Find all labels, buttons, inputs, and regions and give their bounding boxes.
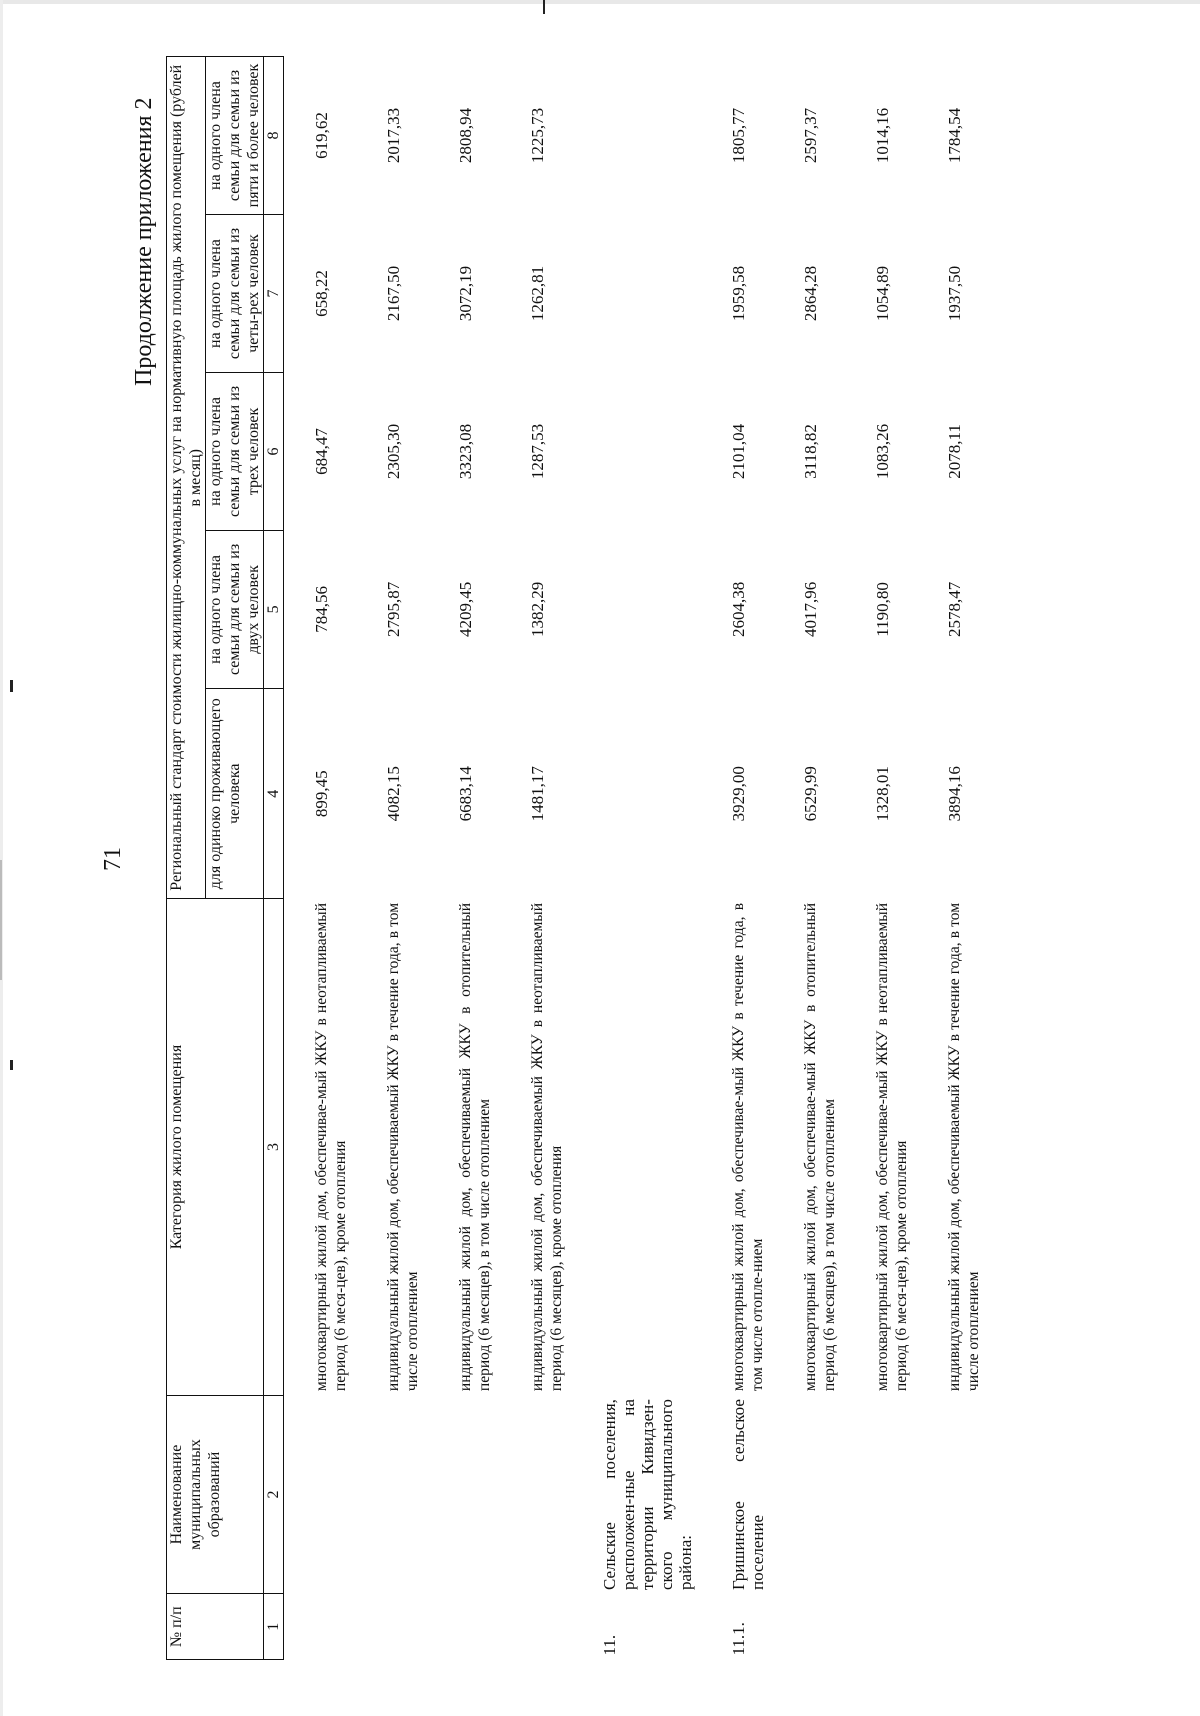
value-five-plus: 619,62 xyxy=(312,112,331,159)
row-number: 11.1. xyxy=(729,1622,748,1656)
value-single: 6683,14 xyxy=(456,766,475,822)
row-category: многоквартирный жилой дом, обеспечивае-мый ЖКУ в неотапливаемый период (6 меся-цев), кроме отопления xyxy=(874,902,910,1392)
table-row xyxy=(945,57,1017,1660)
table-row xyxy=(528,57,600,1660)
value-three: 3323,08 xyxy=(456,423,475,480)
column-number: 6 xyxy=(264,372,284,530)
table-row xyxy=(873,57,945,1660)
row-number: 11. xyxy=(600,1634,619,1656)
value-two: 2578,47 xyxy=(945,581,964,638)
row-municipality xyxy=(873,1395,945,1594)
value-four: 1937,50 xyxy=(945,265,964,322)
value-three: 2101,04 xyxy=(729,423,748,480)
table-row xyxy=(801,57,873,1660)
value-four: 1262,81 xyxy=(528,265,547,322)
value-three: 1287,53 xyxy=(528,423,547,480)
value-single: 1328,01 xyxy=(873,766,892,822)
continuation-title: Продолжение приложения 2 xyxy=(131,97,157,386)
row-municipality xyxy=(528,1395,600,1594)
value-single: 4082,15 xyxy=(384,766,403,822)
value-two: 1382,29 xyxy=(528,581,547,638)
row-number xyxy=(801,1594,873,1660)
value-two: 2604,38 xyxy=(729,581,748,638)
column-number: 1 xyxy=(264,1594,284,1660)
row-municipality xyxy=(384,1395,456,1594)
value-single xyxy=(600,688,729,899)
value-single: 6529,99 xyxy=(801,766,820,822)
column-number: 3 xyxy=(264,899,284,1395)
row-municipality: Сельские поселения, расположен-ные на территории Кивидзен-ского муниципального района: xyxy=(600,1399,695,1590)
row-category: индивидуальный жилой дом, обеспечиваемый ЖКУ в отопительный период (6 месяцев), в том числе отоплением xyxy=(457,902,493,1392)
column-number: 8 xyxy=(264,57,284,215)
value-five-plus: 1014,16 xyxy=(873,107,892,164)
value-four: 3072,19 xyxy=(456,265,475,322)
table-row xyxy=(729,57,801,1660)
value-four: 2167,50 xyxy=(384,265,403,322)
value-single: 3929,00 xyxy=(729,766,748,822)
value-three: 3118,82 xyxy=(801,424,820,479)
value-five-plus: 1225,73 xyxy=(528,107,547,164)
value-five-plus: 1784,54 xyxy=(945,107,964,164)
value-single: 899,45 xyxy=(312,770,331,818)
value-four: 1054,89 xyxy=(873,265,892,322)
value-single: 1481,17 xyxy=(528,766,547,822)
value-two xyxy=(600,530,729,688)
row-category: индивидуальный жилой дом, обеспечиваемый ЖКУ в неотапливаемый период (6 месяцев), кроме отопления xyxy=(529,902,565,1392)
row-municipality xyxy=(456,1395,528,1594)
value-four xyxy=(600,215,729,373)
header-single-person: для одиноко проживающего человека xyxy=(206,688,264,899)
value-three: 684,47 xyxy=(312,428,331,475)
value-four: 1959,58 xyxy=(729,265,748,322)
row-category: многоквартирный жилой дом, обеспечивае-мый ЖКУ в отопительный период (6 месяцев), в том числе отоплением xyxy=(802,902,838,1392)
table-row xyxy=(456,57,528,1660)
header-municipality: Наименование муниципальных образований xyxy=(167,1395,264,1594)
value-three: 2305,30 xyxy=(384,423,403,480)
row-municipality: Гришинское сельское поселение xyxy=(729,1399,767,1590)
header-family-five-plus: на одного члена семьи для семьи из пяти и более человек xyxy=(206,57,264,215)
row-category: многоквартирный жилой дом, обеспечивае-мый ЖКУ в неотапливаемый период (6 меся-цев), кроме отопления xyxy=(313,902,349,1392)
row-number xyxy=(873,1594,945,1660)
value-single: 3894,16 xyxy=(945,766,964,822)
value-two: 1190,80 xyxy=(873,582,892,637)
value-three: 2078,11 xyxy=(945,424,964,479)
value-three xyxy=(600,372,729,530)
value-five-plus: 1805,77 xyxy=(729,107,748,164)
header-category: Категория жилого помещения xyxy=(167,899,264,1395)
table-row xyxy=(384,57,456,1660)
row-number xyxy=(384,1594,456,1660)
row-category: индивидуальный жилой дом, обеспечиваемый ЖКУ в течение года, в том числе отоплением xyxy=(946,902,982,1392)
value-five-plus: 2597,37 xyxy=(801,107,820,164)
column-number: 2 xyxy=(264,1395,284,1594)
value-two: 784,56 xyxy=(312,586,331,633)
row-number xyxy=(284,1594,385,1660)
table-row xyxy=(284,57,385,1660)
housing-standard-table xyxy=(166,56,1017,1660)
row-category: многоквартирный жилой дом, обеспечивае-мый ЖКУ в течение года, в том числе отопле-нием xyxy=(730,902,766,1392)
column-number: 7 xyxy=(264,215,284,373)
value-five-plus xyxy=(600,57,729,215)
row-number xyxy=(456,1594,528,1660)
header-number: № п/п xyxy=(167,1594,264,1660)
value-four: 658,22 xyxy=(312,270,331,317)
value-two: 4017,96 xyxy=(801,581,820,638)
header-family-three: на одного члена семьи для семьи из трех человек xyxy=(206,372,264,530)
value-three: 1083,26 xyxy=(873,423,892,480)
value-five-plus: 2017,33 xyxy=(384,107,403,164)
row-municipality xyxy=(801,1395,873,1594)
header-family-four: на одного члена семьи для семьи из четы-рех человек xyxy=(206,215,264,373)
row-category: индивидуальный жилой дом, обеспечиваемый ЖКУ в течение года, в том числе отоплением xyxy=(385,902,421,1392)
row-municipality xyxy=(284,1395,385,1594)
column-number: 5 xyxy=(264,530,284,688)
page-number: 71 xyxy=(100,847,126,871)
row-municipality xyxy=(945,1395,1017,1594)
row-category xyxy=(600,899,729,1395)
value-two: 2795,87 xyxy=(384,581,403,638)
row-number xyxy=(945,1594,1017,1660)
header-family-two: на одного члена семьи для семьи из двух человек xyxy=(206,530,264,688)
column-number: 4 xyxy=(264,688,284,899)
row-number xyxy=(528,1594,600,1660)
value-four: 2864,28 xyxy=(801,265,820,322)
value-five-plus: 2808,94 xyxy=(456,107,475,164)
header-standard-group: Региональный стандарт стоимости жилищно-коммунальных услуг на нормативную площадь жилого помещения (рублей в месяц) xyxy=(167,57,206,899)
value-two: 4209,45 xyxy=(456,581,475,638)
table-row xyxy=(600,57,729,1660)
